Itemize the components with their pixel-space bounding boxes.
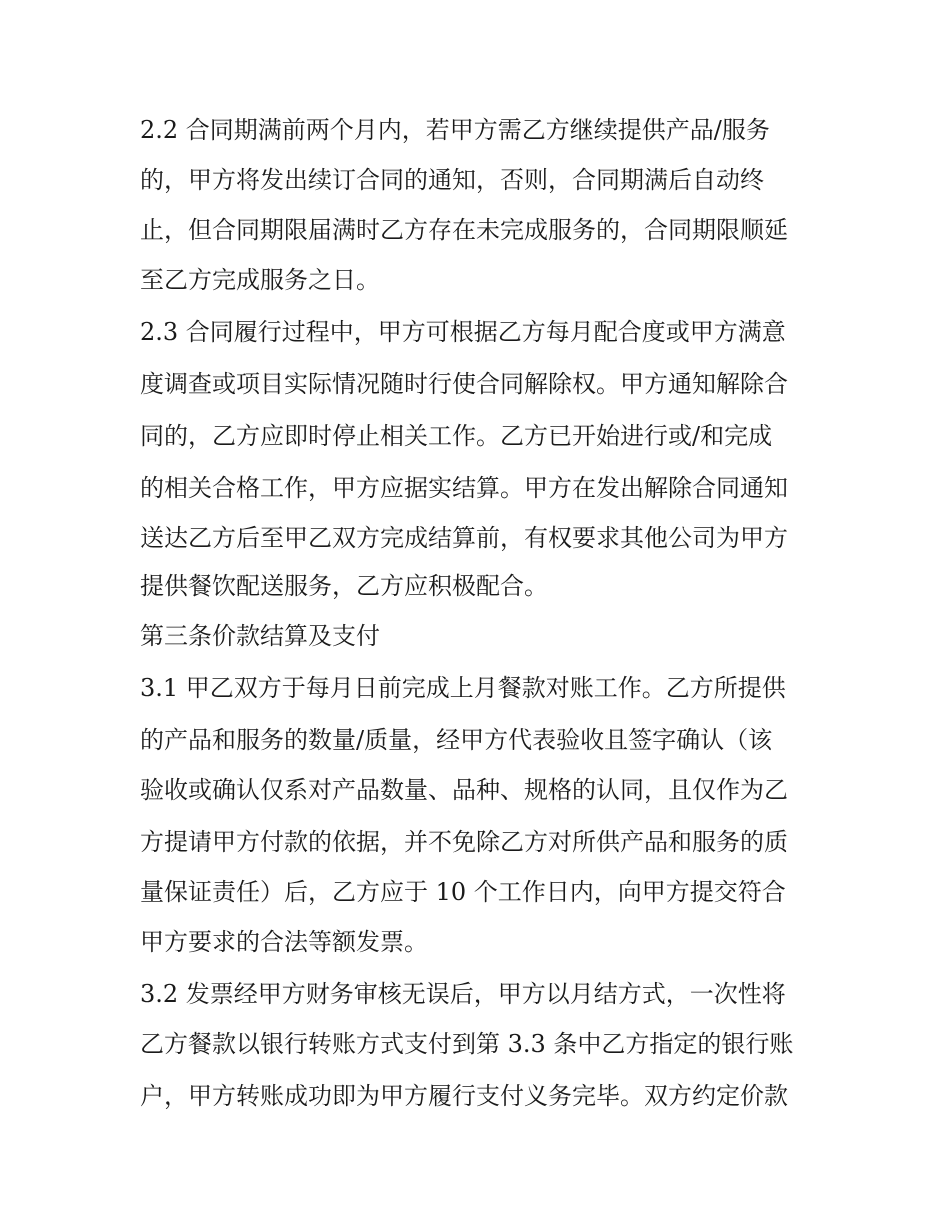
text-line: 甲方要求的合法等额发票。	[140, 928, 428, 956]
text-line: 量保证责任）后，乙方应于 10 个工作日内，向甲方提交符合	[140, 878, 786, 906]
text-line: 止，但合同期限届满时乙方存在未完成服务的，合同期限顺延	[140, 216, 788, 244]
text-line: 方提请甲方付款的依据，并不免除乙方对所供产品和服务的质	[140, 828, 788, 856]
text-line: 至乙方完成服务之日。	[140, 266, 380, 294]
text-line: 的产品和服务的数量/质量，经甲方代表验收且签字确认（该	[140, 726, 773, 754]
text-line: 3.2 发票经甲方财务审核无误后，甲方以月结方式，一次性将	[140, 980, 786, 1008]
text-line: 同的，乙方应即时停止相关工作。乙方已开始进行或/和完成	[140, 422, 773, 450]
section-heading: 第三条价款结算及支付	[140, 622, 380, 650]
text-line: 3.1 甲乙双方于每月日前完成上月餐款对账工作。乙方所提供	[140, 674, 786, 702]
text-line: 的相关合格工作，甲方应据实结算。甲方在发出解除合同通知	[140, 474, 788, 502]
text-line: 提供餐饮配送服务，乙方应积极配合。	[140, 572, 548, 600]
text-line: 2.3 合同履行过程中，甲方可根据乙方每月配合度或甲方满意	[140, 318, 786, 346]
text-line: 2.2 合同期满前两个月内，若甲方需乙方继续提供产品/服务	[140, 116, 770, 144]
text-line: 的，甲方将发出续订合同的通知，否则，合同期满后自动终	[140, 166, 764, 194]
text-line: 乙方餐款以银行转账方式支付到第 3.3 条中乙方指定的银行账	[140, 1030, 794, 1058]
text-line: 验收或确认仅系对产品数量、品种、规格的认同，且仅作为乙	[140, 776, 788, 804]
text-line: 度调查或项目实际情况随时行使合同解除权。甲方通知解除合	[140, 370, 788, 398]
text-line: 送达乙方后至甲乙双方完成结算前，有权要求其他公司为甲方	[140, 524, 788, 552]
text-line: 户，甲方转账成功即为甲方履行支付义务完毕。双方约定价款	[140, 1082, 788, 1110]
